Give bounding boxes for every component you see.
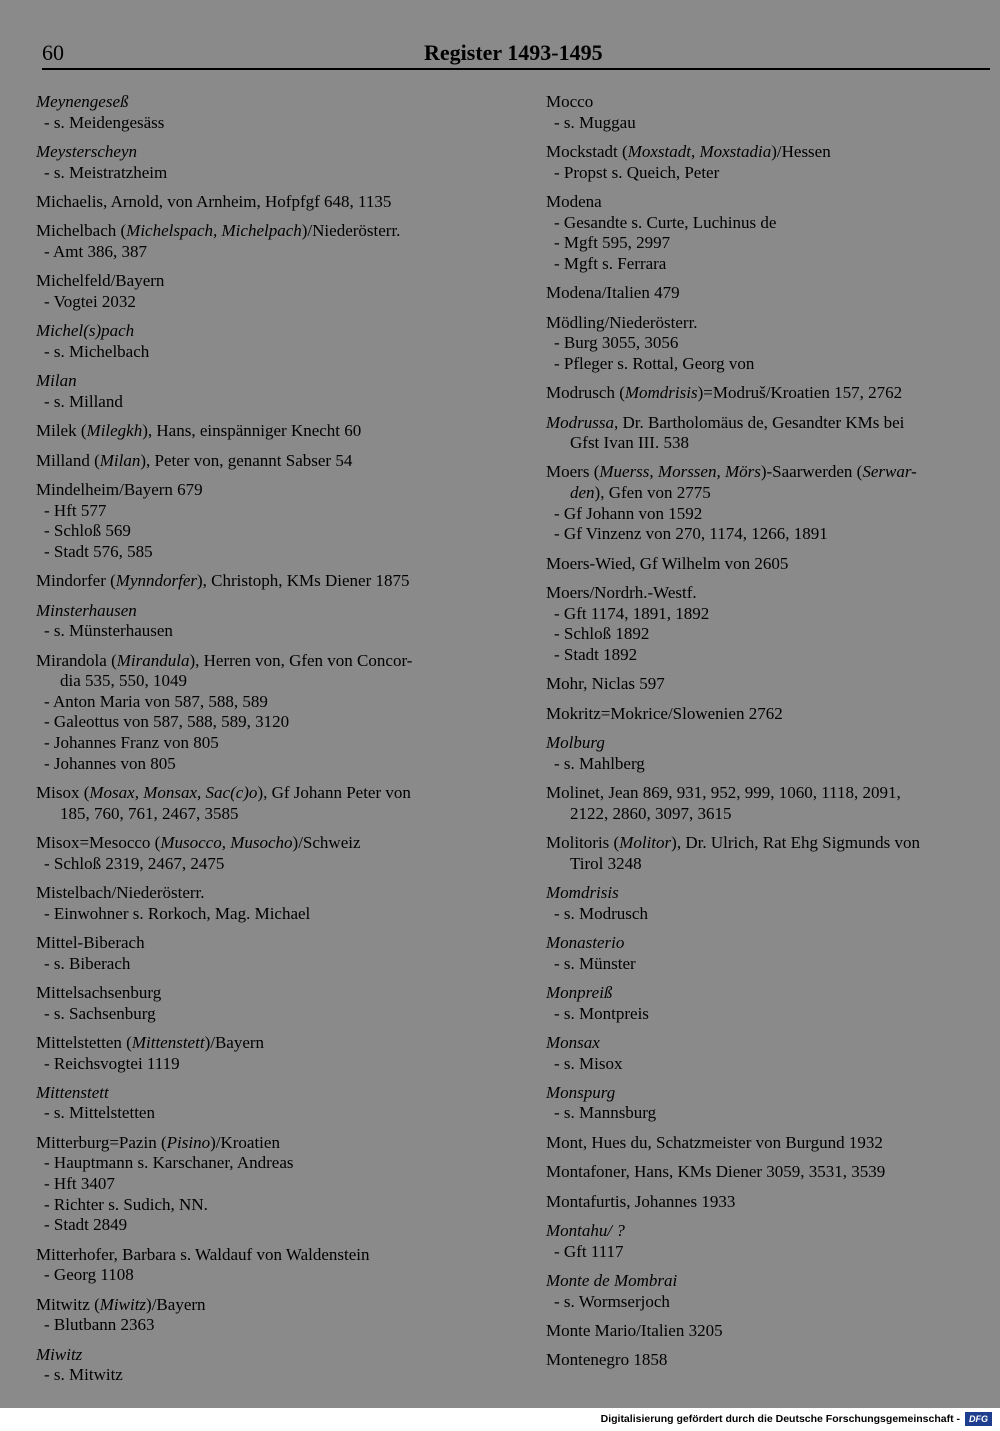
index-entry xyxy=(36,783,516,824)
index-entry xyxy=(36,833,516,874)
entry-text-part: ), Peter von, genannt Sabser 54 xyxy=(140,450,353,470)
entry-text-part: )/Bayern xyxy=(204,1032,265,1052)
entry-text-part: ), Gf Johann Peter von xyxy=(257,782,411,802)
entry-subentry: - s. Mahlberg xyxy=(554,753,645,773)
entry-text-part: , Dr. Bartholomäus de, Gesandter KMs bei xyxy=(614,412,905,432)
index-column-right xyxy=(546,92,994,1380)
entry-subentry: - Georg 1108 xyxy=(44,1265,134,1285)
entry-headword xyxy=(36,421,516,442)
entry-subentry: - s. Sachsenburg xyxy=(44,1003,156,1023)
index-entry xyxy=(546,142,994,183)
index-entry xyxy=(36,192,516,213)
entry-text-part: Mockstadt ( xyxy=(546,141,628,161)
index-entry xyxy=(36,271,516,312)
index-entry xyxy=(546,1192,994,1213)
entry-headword xyxy=(546,1271,994,1292)
entry-text-part: Mittelsachsenburg xyxy=(36,982,162,1002)
index-entry xyxy=(546,704,994,725)
entry-subentry: - Stadt 1892 xyxy=(554,644,638,664)
entry-text-part: Michelfeld/Bayern xyxy=(36,271,165,291)
entry-text-part: Monpreiß xyxy=(546,982,613,1002)
entry-headword xyxy=(36,192,516,213)
index-entry xyxy=(546,1033,994,1074)
entry-text-part: Mindelheim/Bayern 679 xyxy=(36,480,203,500)
entry-text-part: Mindorfer ( xyxy=(36,571,116,591)
entry-continuation: Tirol 3248 xyxy=(570,853,642,873)
index-entry xyxy=(546,462,994,544)
page-header xyxy=(42,40,990,70)
entry-subentry: - s. Montpreis xyxy=(554,1003,649,1023)
entry-text-part: ), Hans, einspänniger Knecht 60 xyxy=(142,421,362,441)
index-entry xyxy=(546,583,994,665)
entry-headword xyxy=(36,983,516,1004)
entry-subentry: - Blutbann 2363 xyxy=(44,1315,155,1335)
entry-subentry: - Amt 386, 387 xyxy=(44,241,147,261)
entry-headword xyxy=(546,583,994,604)
entry-subentry: - Gft 1174, 1891, 1892 xyxy=(554,603,710,623)
entry-text-part: Mittel-Biberach xyxy=(36,932,145,952)
entry-text-part: Michaelis, Arnold, von Arnheim, Hofpfgf 648, 1135 xyxy=(36,191,392,211)
index-entry xyxy=(546,554,994,575)
entry-headword xyxy=(546,1350,994,1371)
index-entry xyxy=(546,933,994,974)
entry-subentry: - s. Meidengesäss xyxy=(44,112,165,132)
entry-text-part: Milan xyxy=(99,450,141,470)
entry-subentry: - Schloß 569 xyxy=(44,521,131,541)
entry-text-part: Moers-Wied, Gf Wilhelm von 2605 xyxy=(546,553,789,573)
entry-headword xyxy=(36,221,516,242)
entry-text-part: )/Hessen xyxy=(771,141,831,161)
entry-text-part: Mitterhofer, Barbara s. Waldauf von Waldenstein xyxy=(36,1244,370,1264)
index-entry xyxy=(546,1221,994,1262)
index-entry xyxy=(36,651,516,775)
entry-headword xyxy=(546,1321,994,1342)
entry-text-part: Mirandola ( xyxy=(36,650,117,670)
entry-subentry: - Vogtei 2032 xyxy=(44,291,136,311)
entry-text-part: )-Saarwerden ( xyxy=(760,462,863,482)
entry-subentry: - Richter s. Sudich, NN. xyxy=(44,1194,208,1214)
entry-subentry: - s. Mittelstetten xyxy=(44,1103,155,1123)
index-entry xyxy=(546,1321,994,1342)
index-entry xyxy=(36,883,516,924)
entry-headword xyxy=(36,783,516,824)
entry-headword xyxy=(546,1083,994,1104)
entry-headword xyxy=(546,1221,994,1242)
entry-subentry: - s. Münsterhausen xyxy=(44,621,173,641)
entry-headword xyxy=(546,733,994,754)
entry-text-part: Molburg xyxy=(546,733,605,752)
entry-headword xyxy=(546,1133,994,1154)
running-title: Register 1493-1495 xyxy=(424,40,603,65)
entry-text-part: Mosax, Monsax, Sac(c)o xyxy=(89,782,258,802)
entry-subentry: - Gf Vinzenz von 270, 1174, 1266, 1891 xyxy=(554,524,828,544)
entry-continuation: 185, 760, 761, 2467, 3585 xyxy=(60,803,239,823)
entry-subentry: - Schloß 1892 xyxy=(554,624,650,644)
entry-text-part: Montafurtis, Johannes 1933 xyxy=(546,1191,736,1211)
entry-text-part: )=Modruš/Kroatien 157, 2762 xyxy=(697,383,903,403)
entry-subentry: - s. Mitwitz xyxy=(44,1365,123,1385)
entry-headword xyxy=(36,571,516,592)
index-entry xyxy=(36,1245,516,1286)
entry-headword xyxy=(546,674,994,695)
entry-headword xyxy=(36,1033,516,1054)
entry-text-part: Momdrisis xyxy=(546,882,619,902)
index-entry xyxy=(36,221,516,262)
index-entry xyxy=(546,1350,994,1371)
entry-text-part: Molitoris ( xyxy=(546,832,620,852)
entry-text-part: Modena/Italien 479 xyxy=(546,283,680,303)
entry-text-part: )/Kroatien xyxy=(210,1132,280,1152)
entry-headword xyxy=(36,1345,516,1366)
index-column-left xyxy=(36,92,516,1395)
entry-text-part: Milegkh xyxy=(86,421,143,441)
entry-headword xyxy=(36,271,516,292)
entry-text-part: ), Dr. Ulrich, Rat Ehg Sigmunds von xyxy=(671,832,921,852)
entry-subentry: - s. Muggau xyxy=(554,112,636,132)
entry-text-part: Meynengeseß xyxy=(36,92,129,111)
entry-subentry: - s. Michelbach xyxy=(44,341,150,361)
entry-text-part: Miwitz xyxy=(99,1294,147,1314)
entry-text-part: Monasterio xyxy=(546,932,625,952)
index-entry xyxy=(36,1083,516,1124)
entry-headword xyxy=(36,1245,516,1266)
entry-subentry: - Hft 577 xyxy=(44,500,107,520)
entry-text-part: Michel(s)pach xyxy=(36,321,135,341)
entry-text-part: Misox ( xyxy=(36,782,90,802)
entry-text-part: )/Niederösterr. xyxy=(301,221,401,241)
entry-subentry: - Gesandte s. Curte, Luchinus de xyxy=(554,212,777,232)
entry-text-part: Mohr, Niclas 597 xyxy=(546,674,665,694)
entry-headword xyxy=(36,651,516,692)
entry-headword xyxy=(36,321,516,342)
index-entry xyxy=(546,413,994,454)
entry-headword xyxy=(36,883,516,904)
entry-text-part: Mont, Hues du, Schatzmeister von Burgund 1932 xyxy=(546,1132,883,1152)
entry-text-part: Mittelstetten ( xyxy=(36,1032,132,1052)
entry-subentry: - s. Münster xyxy=(554,953,636,973)
entry-text-part: )/Schweiz xyxy=(292,832,361,852)
entry-headword xyxy=(546,1162,994,1183)
entry-headword xyxy=(546,92,994,113)
entry-headword xyxy=(546,413,994,454)
entry-headword xyxy=(36,480,516,501)
entry-subentry: - Mgft 595, 2997 xyxy=(554,233,671,253)
entry-subentry: - s. Modrusch xyxy=(554,903,648,923)
index-entry xyxy=(546,1271,994,1312)
entry-text-part: ), Gfen von 2775 xyxy=(594,483,711,503)
entry-text-part: Molitor xyxy=(619,832,672,852)
entry-headword xyxy=(546,462,994,503)
entry-text-part: Montafoner, Hans, KMs Diener 3059, 3531, 3539 xyxy=(546,1162,886,1182)
index-entry xyxy=(546,192,994,274)
entry-text-part: Milland ( xyxy=(36,450,100,470)
index-entry xyxy=(36,92,516,133)
index-entry xyxy=(36,451,516,472)
entry-subentry: - s. Wormserjoch xyxy=(554,1291,670,1311)
entry-subentry: - Anton Maria von 587, 588, 589 xyxy=(44,691,268,711)
entry-text-part: Pisino xyxy=(166,1132,211,1152)
entry-text-part: Meysterscheyn xyxy=(36,141,138,161)
entry-subentry: - Johannes von 805 xyxy=(44,753,176,773)
page-number: 60 xyxy=(42,40,64,65)
entry-continuation: Gfst Ivan III. 538 xyxy=(570,433,689,453)
entry-subentry: - Gft 1117 xyxy=(554,1241,624,1261)
entry-headword xyxy=(546,142,994,163)
entry-subentry: - Einwohner s. Rorkoch, Mag. Michael xyxy=(44,903,311,923)
entry-text-part: Mittenstett xyxy=(36,1082,109,1102)
entry-subentry: - Stadt 2849 xyxy=(44,1215,128,1235)
entry-headword xyxy=(546,1192,994,1213)
entry-subentry: - s. Biberach xyxy=(44,953,131,973)
index-entry xyxy=(36,983,516,1024)
index-entry xyxy=(546,733,994,774)
entry-subentry: - s. Milland xyxy=(44,391,123,411)
entry-headword xyxy=(546,933,994,954)
index-entry xyxy=(546,1083,994,1124)
entry-subentry: - Propst s. Queich, Peter xyxy=(554,162,720,182)
entry-text-part: Moers/Nordrh.-Westf. xyxy=(546,583,697,603)
entry-text-part: ), Herren von, Gfen von Concor- xyxy=(189,650,413,670)
entry-headword xyxy=(546,1033,994,1054)
entry-text-part: Muerss, Morssen, Mörs xyxy=(599,462,761,482)
entry-text-part: Moers ( xyxy=(546,462,600,482)
entry-subentry: - Stadt 576, 585 xyxy=(44,541,153,561)
index-entry xyxy=(546,783,994,824)
entry-continuation xyxy=(546,483,994,504)
entry-subentry: - Galeottus von 587, 588, 589, 3120 xyxy=(44,712,290,732)
entry-headword xyxy=(36,601,516,622)
index-entry xyxy=(546,1162,994,1183)
entry-headword xyxy=(546,783,994,824)
entry-headword xyxy=(36,142,516,163)
index-entry xyxy=(36,1295,516,1336)
entry-headword xyxy=(546,983,994,1004)
entry-subentry: - s. Mannsburg xyxy=(554,1103,657,1123)
index-entry xyxy=(36,571,516,592)
entry-text-part: Mirandula xyxy=(116,650,190,670)
entry-text-part: Montahu/ ? xyxy=(546,1221,625,1241)
entry-text-part: ), Christoph, KMs Diener 1875 xyxy=(197,571,410,591)
entry-headword xyxy=(36,933,516,954)
entry-text-part: Mocco xyxy=(546,92,594,111)
entry-continuation: 2122, 2860, 3097, 3615 xyxy=(570,803,732,823)
entry-subentry: - Hft 3407 xyxy=(44,1174,115,1194)
index-entry xyxy=(546,674,994,695)
entry-headword xyxy=(36,1295,516,1316)
index-entry xyxy=(36,371,516,412)
entry-text-part: Mynndorfer xyxy=(115,571,197,591)
entry-text-part: Modena xyxy=(546,191,602,211)
entry-text-part: den xyxy=(570,483,595,503)
entry-subentry: - Burg 3055, 3056 xyxy=(554,333,679,353)
index-entry xyxy=(36,321,516,362)
index-entry xyxy=(36,142,516,183)
index-entry xyxy=(36,480,516,562)
entry-subentry: - Reichsvogtei 1119 xyxy=(44,1053,180,1073)
entry-text-part: Miwitz xyxy=(36,1344,83,1364)
entry-headword xyxy=(36,1083,516,1104)
entry-text-part: )/Bayern xyxy=(146,1294,206,1314)
entry-text-part: Monte de Mombrai xyxy=(546,1271,678,1291)
entry-subentry: - Mgft s. Ferrara xyxy=(554,253,667,273)
footer-bar xyxy=(0,1408,1000,1431)
entry-headword xyxy=(546,883,994,904)
entry-headword xyxy=(36,833,516,854)
entry-text-part: Monspurg xyxy=(546,1082,616,1102)
entry-headword xyxy=(546,192,994,213)
entry-text-part: Mokritz=Mokrice/Slowenien 2762 xyxy=(546,703,783,723)
entry-text-part: Moxstadt, Moxstadia xyxy=(627,141,772,161)
entry-subentry: - s. Misox xyxy=(554,1053,623,1073)
footer-credit: Digitalisierung gefördert durch die Deutsche Forschungsgemeinschaft - xyxy=(600,1413,960,1425)
index-entry xyxy=(546,313,994,375)
index-entry xyxy=(546,383,994,404)
entry-subentry: - s. Meistratzheim xyxy=(44,162,168,182)
index-entry xyxy=(546,833,994,874)
entry-text-part: Modrussa xyxy=(546,412,615,432)
entry-text-part: Milan xyxy=(36,371,77,391)
index-entry xyxy=(546,1133,994,1154)
entry-headword xyxy=(546,383,994,404)
index-entry xyxy=(546,983,994,1024)
entry-text-part: Monsax xyxy=(546,1032,600,1052)
entry-text-part: Momdrisis xyxy=(624,383,698,403)
index-entry xyxy=(546,283,994,304)
index-entry xyxy=(36,601,516,642)
entry-text-part: Mödling/Niederösterr. xyxy=(546,312,698,332)
entry-text-part: Misox=Mesocco ( xyxy=(36,832,161,852)
entry-text-part: Michelbach ( xyxy=(36,221,127,241)
index-entry xyxy=(36,1133,516,1236)
entry-subentry: - Hauptmann s. Karschaner, Andreas xyxy=(44,1153,294,1173)
entry-text-part: Mistelbach/Niederösterr. xyxy=(36,882,205,902)
entry-subentry: - Schloß 2319, 2467, 2475 xyxy=(44,853,225,873)
entry-text-part: Molinet, Jean 869, 931, 952, 999, 1060, 1118, 2091, xyxy=(546,782,901,802)
entry-subentry: - Gf Johann von 1592 xyxy=(554,503,703,523)
entry-headword xyxy=(546,554,994,575)
entry-continuation: dia 535, 550, 1049 xyxy=(60,671,188,691)
entry-headword xyxy=(36,451,516,472)
entry-text-part: Modrusch ( xyxy=(546,383,625,403)
index-entry xyxy=(546,883,994,924)
entry-text-part: Milek ( xyxy=(36,421,87,441)
index-entry xyxy=(36,1033,516,1074)
index-entry xyxy=(36,933,516,974)
entry-headword xyxy=(546,283,994,304)
entry-headword xyxy=(36,371,516,392)
entry-text-part: Mitterburg=Pazin ( xyxy=(36,1132,167,1152)
index-entry xyxy=(546,92,994,133)
entry-subentry: - Johannes Franz von 805 xyxy=(44,733,219,752)
entry-headword xyxy=(36,1133,516,1154)
entry-text-part: Mittenstett xyxy=(131,1032,205,1052)
entry-subentry: - Pfleger s. Rottal, Georg von xyxy=(554,353,755,373)
entry-headword xyxy=(546,313,994,334)
entry-text-part: Mitwitz ( xyxy=(36,1294,100,1314)
entry-text-part: Michelspach, Michelpach xyxy=(126,221,302,241)
entry-text-part: Montenegro 1858 xyxy=(546,1350,668,1370)
entry-headword xyxy=(546,704,994,725)
entry-headword xyxy=(546,833,994,874)
entry-text-part: Minsterhausen xyxy=(36,600,137,620)
entry-headword xyxy=(36,92,516,113)
entry-text-part: Monte Mario/Italien 3205 xyxy=(546,1321,723,1341)
entry-text-part: Musocco, Musocho xyxy=(160,832,293,852)
dfg-logo: DFG xyxy=(965,1412,992,1426)
index-entry xyxy=(36,421,516,442)
index-entry xyxy=(36,1345,516,1386)
entry-text-part: Serwar- xyxy=(862,462,917,482)
